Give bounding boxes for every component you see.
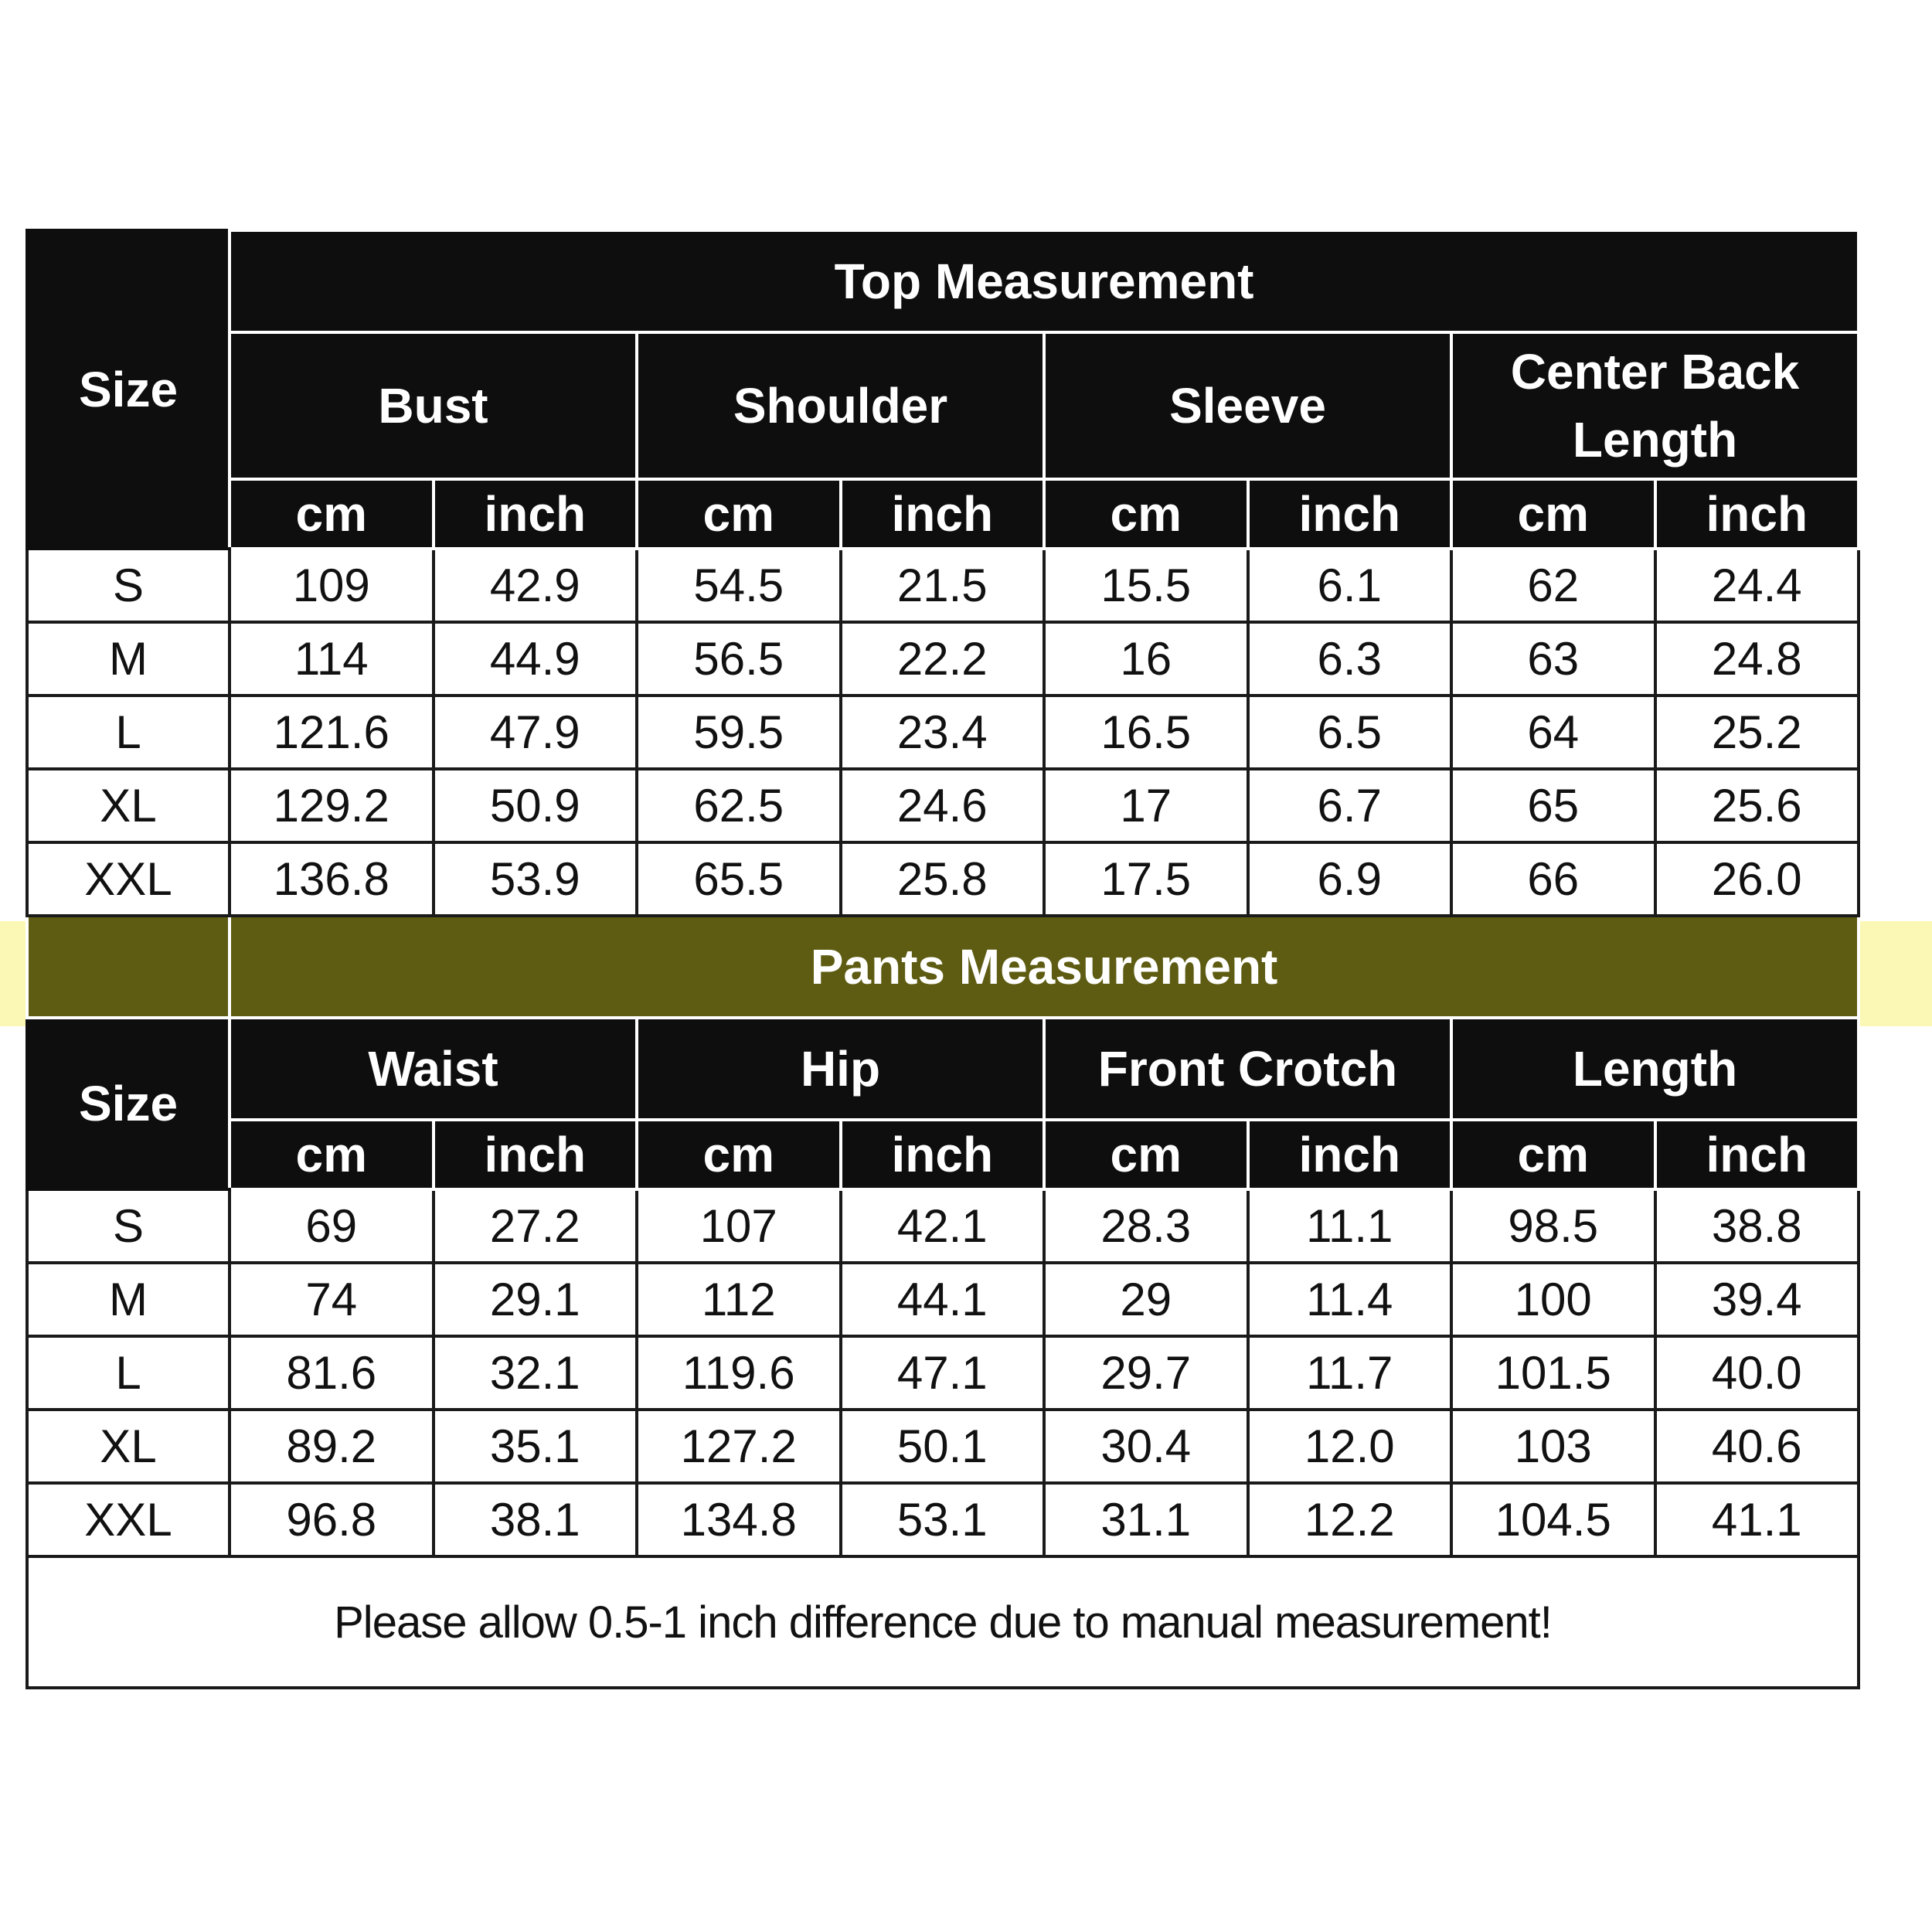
- value-cell: 98.5: [1451, 1189, 1655, 1263]
- value-cell: 64: [1451, 696, 1655, 769]
- top-group-row: [27, 332, 1859, 479]
- measurement-note: Please allow 0.5-1 inch difference due to manual measurement!: [27, 1556, 1859, 1688]
- top-unit-inch: inch: [1248, 479, 1452, 549]
- value-cell: 35.1: [434, 1410, 638, 1483]
- value-cell: 109: [230, 549, 434, 622]
- value-cell: 69: [230, 1189, 434, 1263]
- value-cell: 27.2: [434, 1189, 638, 1263]
- value-cell: 53.9: [434, 842, 638, 916]
- top-title-row: [27, 230, 1859, 332]
- pants-header-body: [27, 916, 1859, 1189]
- pants-unit-inch: inch: [1655, 1120, 1859, 1189]
- size-cell: M: [27, 622, 230, 696]
- top-unit-cm: cm: [1044, 479, 1248, 549]
- note-body: [27, 1556, 1859, 1688]
- value-cell: 29: [1044, 1263, 1248, 1336]
- value-cell: 25.2: [1655, 696, 1859, 769]
- pants-unit-cm: cm: [637, 1120, 841, 1189]
- size-cell: XL: [27, 769, 230, 842]
- value-cell: 107: [637, 1189, 841, 1263]
- value-cell: 31.1: [1044, 1483, 1248, 1556]
- value-cell: 47.1: [841, 1336, 1045, 1410]
- value-cell: 121.6: [230, 696, 434, 769]
- value-cell: 12.0: [1248, 1410, 1452, 1483]
- value-cell: 44.9: [434, 622, 638, 696]
- value-cell: 41.1: [1655, 1483, 1859, 1556]
- value-cell: 30.4: [1044, 1410, 1248, 1483]
- value-cell: 112: [637, 1263, 841, 1336]
- value-cell: 40.0: [1655, 1336, 1859, 1410]
- table-row: [27, 1410, 1859, 1483]
- pants-data-body: [27, 1189, 1859, 1556]
- table-row: [27, 1189, 1859, 1263]
- value-cell: 16.5: [1044, 696, 1248, 769]
- size-cell: S: [27, 549, 230, 622]
- value-cell: 17.5: [1044, 842, 1248, 916]
- value-cell: 96.8: [230, 1483, 434, 1556]
- value-cell: 15.5: [1044, 549, 1248, 622]
- value-cell: 32.1: [434, 1336, 638, 1410]
- group-center-back-length: Center Back Length: [1451, 332, 1859, 479]
- pants-unit-inch: inch: [434, 1120, 638, 1189]
- value-cell: 81.6: [230, 1336, 434, 1410]
- pants-measurement-title: Pants Measurement: [230, 916, 1859, 1018]
- value-cell: 28.3: [1044, 1189, 1248, 1263]
- size-cell: XXL: [27, 842, 230, 916]
- pants-unit-cm: cm: [1044, 1120, 1248, 1189]
- value-cell: 104.5: [1451, 1483, 1655, 1556]
- value-cell: 114: [230, 622, 434, 696]
- value-cell: 129.2: [230, 769, 434, 842]
- value-cell: 17: [1044, 769, 1248, 842]
- top-data-body: [27, 549, 1859, 916]
- value-cell: 53.1: [841, 1483, 1045, 1556]
- pants-size-header: Size: [27, 1018, 230, 1189]
- size-cell: L: [27, 696, 230, 769]
- top-unit-cm: cm: [230, 479, 434, 549]
- top-unit-inch: inch: [1655, 479, 1859, 549]
- value-cell: 119.6: [637, 1336, 841, 1410]
- top-size-header: Size: [27, 230, 230, 549]
- size-cell: M: [27, 1263, 230, 1336]
- value-cell: 26.0: [1655, 842, 1859, 916]
- group-front-crotch: Front Crotch: [1044, 1018, 1451, 1120]
- value-cell: 39.4: [1655, 1263, 1859, 1336]
- value-cell: 50.9: [434, 769, 638, 842]
- value-cell: 66: [1451, 842, 1655, 916]
- value-cell: 134.8: [637, 1483, 841, 1556]
- value-cell: 40.6: [1655, 1410, 1859, 1483]
- value-cell: 63: [1451, 622, 1655, 696]
- size-cell: S: [27, 1189, 230, 1263]
- note-row: [27, 1556, 1859, 1688]
- top-unit-cm: cm: [1451, 479, 1655, 549]
- top-unit-row: [27, 479, 1859, 549]
- value-cell: 74: [230, 1263, 434, 1336]
- value-cell: 42.9: [434, 549, 638, 622]
- value-cell: 6.9: [1248, 842, 1452, 916]
- value-cell: 11.4: [1248, 1263, 1452, 1336]
- value-cell: 59.5: [637, 696, 841, 769]
- value-cell: 29.7: [1044, 1336, 1248, 1410]
- value-cell: 23.4: [841, 696, 1045, 769]
- value-cell: 11.1: [1248, 1189, 1452, 1263]
- table-row: [27, 549, 1859, 622]
- table-row: [27, 696, 1859, 769]
- chart-body: [27, 230, 1859, 549]
- value-cell: 44.1: [841, 1263, 1045, 1336]
- table-row: [27, 769, 1859, 842]
- value-cell: 38.8: [1655, 1189, 1859, 1263]
- pants-unit-inch: inch: [841, 1120, 1045, 1189]
- pants-group-row: [27, 1018, 1859, 1120]
- value-cell: 62.5: [637, 769, 841, 842]
- value-cell: 29.1: [434, 1263, 638, 1336]
- value-cell: 56.5: [637, 622, 841, 696]
- value-cell: 25.8: [841, 842, 1045, 916]
- value-cell: 24.6: [841, 769, 1045, 842]
- value-cell: 6.1: [1248, 549, 1452, 622]
- value-cell: 6.3: [1248, 622, 1452, 696]
- value-cell: 62: [1451, 549, 1655, 622]
- value-cell: 65: [1451, 769, 1655, 842]
- value-cell: 136.8: [230, 842, 434, 916]
- size-chart: [26, 229, 1857, 1689]
- size-cell: XL: [27, 1410, 230, 1483]
- top-unit-inch: inch: [841, 479, 1045, 549]
- value-cell: 24.8: [1655, 622, 1859, 696]
- value-cell: 12.2: [1248, 1483, 1452, 1556]
- value-cell: 21.5: [841, 549, 1045, 622]
- value-cell: 42.1: [841, 1189, 1045, 1263]
- value-cell: 101.5: [1451, 1336, 1655, 1410]
- value-cell: 38.1: [434, 1483, 638, 1556]
- value-cell: 50.1: [841, 1410, 1045, 1483]
- value-cell: 54.5: [637, 549, 841, 622]
- table-row: [27, 842, 1859, 916]
- group-length: Length: [1451, 1018, 1859, 1120]
- group-hip: Hip: [637, 1018, 1044, 1120]
- table-row: [27, 1336, 1859, 1410]
- group-shoulder: Shoulder: [637, 332, 1044, 479]
- size-chart-table: [26, 229, 1860, 1689]
- group-waist: Waist: [230, 1018, 637, 1120]
- value-cell: 100: [1451, 1263, 1655, 1336]
- top-unit-inch: inch: [434, 479, 638, 549]
- pants-unit-inch: inch: [1248, 1120, 1452, 1189]
- value-cell: 6.5: [1248, 696, 1452, 769]
- pants-title-row: [27, 916, 1859, 1018]
- table-row: [27, 1263, 1859, 1336]
- table-row: [27, 1483, 1859, 1556]
- group-bust: Bust: [230, 332, 637, 479]
- pants-title-spacer: [27, 916, 230, 1018]
- group-sleeve: Sleeve: [1044, 332, 1451, 479]
- value-cell: 6.7: [1248, 769, 1452, 842]
- size-cell: XXL: [27, 1483, 230, 1556]
- top-measurement-title: Top Measurement: [230, 230, 1859, 332]
- value-cell: 24.4: [1655, 549, 1859, 622]
- pants-unit-cm: cm: [1451, 1120, 1655, 1189]
- table-row: [27, 622, 1859, 696]
- top-unit-cm: cm: [637, 479, 841, 549]
- size-cell: L: [27, 1336, 230, 1410]
- value-cell: 47.9: [434, 696, 638, 769]
- value-cell: 103: [1451, 1410, 1655, 1483]
- value-cell: 65.5: [637, 842, 841, 916]
- value-cell: 25.6: [1655, 769, 1859, 842]
- value-cell: 89.2: [230, 1410, 434, 1483]
- value-cell: 22.2: [841, 622, 1045, 696]
- value-cell: 127.2: [637, 1410, 841, 1483]
- value-cell: 16: [1044, 622, 1248, 696]
- pants-unit-cm: cm: [230, 1120, 434, 1189]
- value-cell: 11.7: [1248, 1336, 1452, 1410]
- pants-unit-row: [27, 1120, 1859, 1189]
